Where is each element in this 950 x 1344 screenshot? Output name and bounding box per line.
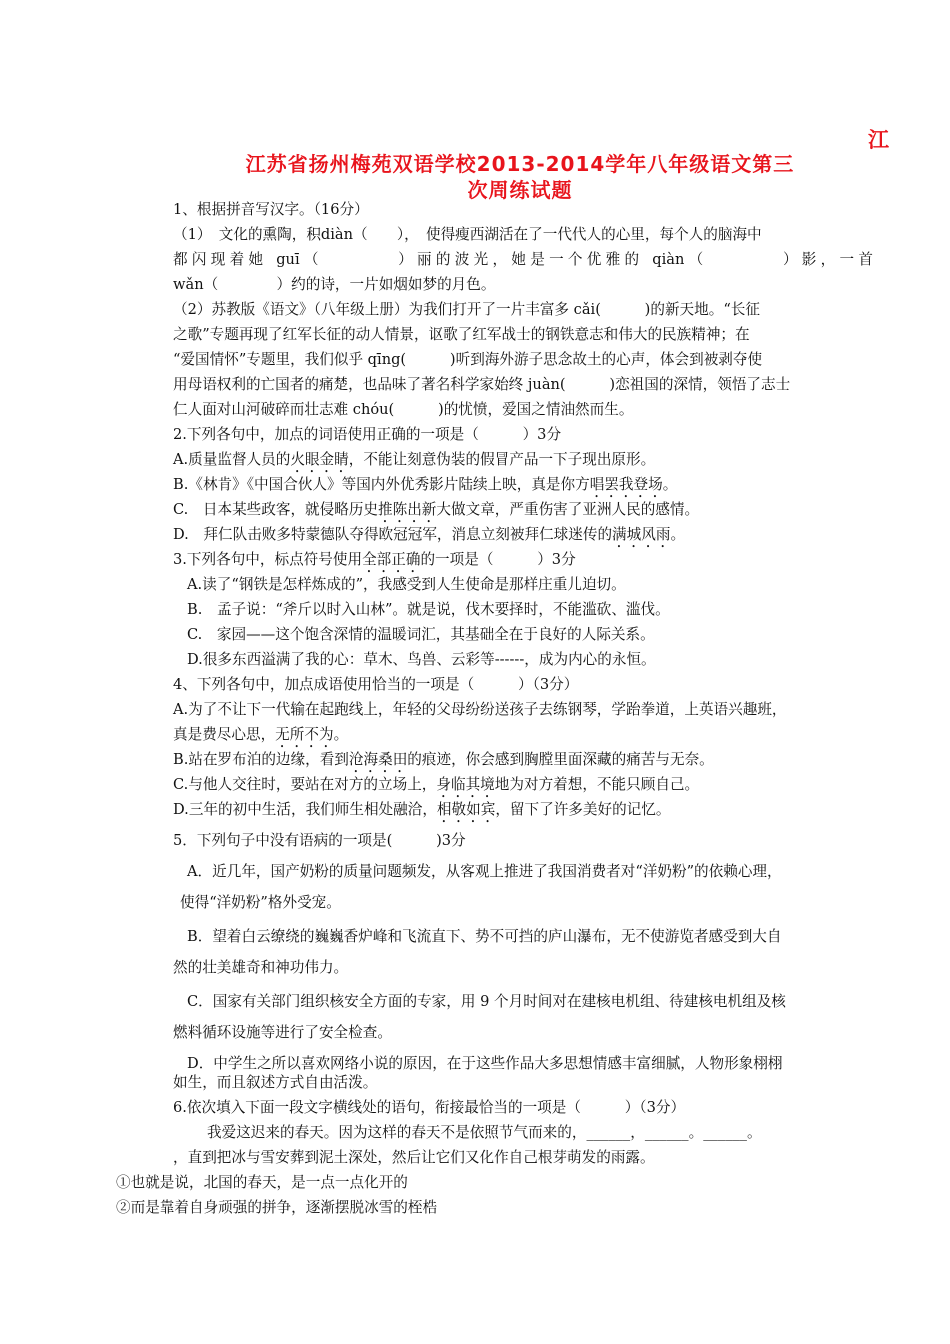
- q2-a-dotted-phrase: 火眼金睛: [290, 451, 349, 468]
- q6-option-1: ①也就是说，北国的春天，是一点一点化开的: [116, 1174, 408, 1191]
- q3-stem-dotted: 全部正确: [362, 551, 421, 568]
- q5-option-a-line2: 使得“洋奶粉”格外受宠。: [180, 894, 341, 911]
- q1-part2-line5: 仁人面对山河破碎而壮志难 chóu( )的忧愤，爱国之情油然而生。: [173, 401, 634, 418]
- q5-option-d-line2: 如生，而且叙述方式自由活泼。: [173, 1074, 378, 1091]
- q2-c-text-end: 大做文章，严重伤害了亚洲人民的感情。: [436, 501, 700, 518]
- q2-a-text: A.质量监督人员的: [173, 451, 291, 468]
- document-title-line-2: 次周练试题: [467, 178, 573, 202]
- q4-d-text: D.三年的初中生活，我们师生相处融洽，: [173, 801, 437, 818]
- q4-c-text: C.与他人交往时，要站在对方的立场上，: [173, 776, 437, 793]
- q2-stem: 2.下列各句中，加点的词语使用正确的一项是（ ）3分: [173, 426, 562, 443]
- q3-stem-text: 3.下列各句中，标点符号使用: [173, 551, 363, 568]
- q1-part2-line4: 用母语权利的亡国者的痛楚，也品味了著名科学家始终 juàn( )恋祖国的深情，领悟了志士: [173, 376, 791, 393]
- q4-a-dotted-idiom: 无所不为: [275, 726, 334, 743]
- q4-option-d: [173, 800, 670, 826]
- q4-option-b: [173, 750, 714, 776]
- q4-d-text-end: ，留下了许多美好的记忆。: [495, 801, 671, 818]
- q4-b-text-end: 的痕迹，你会感到胸膛里面深藏的痛苦与无奈。: [407, 751, 714, 768]
- q6-option-2: ②而是靠着自身顽强的拼争，逐渐摆脱冰雪的桎梏: [116, 1199, 438, 1216]
- q3-option-d: D.很多东西溢满了我的心：草木、鸟兽、云彩等------，成为内心的永恒。: [187, 651, 656, 668]
- document-title-line-1: 江苏省扬州梅苑双语学校2013-2014学年八年级语文第三: [245, 152, 795, 176]
- q2-c-dotted-phrase: 推陈出新: [378, 501, 437, 518]
- q1-part2-line2: 之歌”专题再现了红军长征的动人情景，讴歌了红军战士的钢铁意志和伟大的民族精神；在: [173, 326, 750, 343]
- q2-d-text: D. 拜仁队击败多特蒙德队夺得欧冠冠军，消息立刻被拜仁球迷传的: [173, 526, 613, 543]
- q2-b-text-end: 。: [662, 476, 678, 493]
- q5-option-d-line1: D．中学生之所以喜欢网络小说的原因，在于这些作品大多思想情感丰富细腻，人物形象栩栩: [187, 1055, 783, 1072]
- q2-option-b: [173, 475, 677, 501]
- q1-part1-line2: 都闪现着她 guī（ ）丽的波光，她是一个优雅的 qiàn（ ）影，一首: [173, 251, 873, 268]
- q2-d-text-end: 。: [670, 526, 686, 543]
- q2-b-text: B.《林肯》《中国合伙人》等国内外优秀影片陆续上映，真是你方: [173, 476, 590, 493]
- q4-option-c: [173, 775, 699, 801]
- q4-d-dotted-idiom: 相敬如宾: [436, 801, 496, 818]
- q3-stem: [173, 550, 576, 576]
- q2-option-a: [173, 450, 655, 476]
- q1-part2-line3: “爱国情怀”专题里，我们似乎 qīng( )听到海外游子思念故土的心声，体会到被剥夺使: [173, 351, 763, 368]
- q4-b-dotted-idiom: 沧海桑田: [348, 751, 408, 768]
- q4-c-text-end: 地为对方着想，不能只顾自己。: [494, 776, 700, 793]
- q2-option-c: [173, 500, 699, 526]
- q4-option-a-line2: [173, 725, 348, 751]
- q5-option-a-line1: A．近几年，国产奶粉的质量问题频发，从客观上推进了我国消费者对“洋奶粉”的依赖心理，: [187, 863, 782, 880]
- q3-stem-text-end: 的一项是（ ）3分: [420, 551, 576, 568]
- q3-option-b: B. 孟子说：“斧斤以时入山林”。就是说，伐木要择时，不能滥砍、滥伐。: [187, 601, 670, 618]
- q4-c-dotted-idiom: 身临其境: [436, 776, 495, 793]
- q4-option-a-line1: A.为了不让下一代输在起跑线上，年轻的父母纷纷送孩子去练钢琴，学跆拳道，上英语兴趣班，: [173, 701, 787, 718]
- q4-stem: 4、下列各句中，加点成语使用恰当的一项是（ ）（3分）: [173, 676, 579, 693]
- q4-a-text: 真是费尽心思，: [173, 726, 276, 743]
- q1-part1-line1: （1） 文化的熏陶，积diàn（ ）， 使得瘦西湖活在了一代代人的心里，每个人的脑海中: [173, 226, 762, 243]
- corner-character: 江: [868, 128, 889, 152]
- q4-a-text-end: 。: [333, 726, 349, 743]
- q2-option-d: [173, 525, 685, 551]
- q6-passage-line1: 我爱这迟来的春天。因为这样的春天不是依照节气而来的，______，______。______。: [207, 1124, 762, 1141]
- q6-stem: 6.依次填入下面一段文字横线处的语句，衔接最恰当的一项是（ ）（3分）: [173, 1099, 686, 1116]
- q2-d-dotted-phrase: 满城风雨: [612, 526, 671, 543]
- q3-option-a: A.读了“钢铁是怎样炼成的”，我感受到人生使命是那样庄重儿迫切。: [187, 576, 626, 593]
- q5-option-b-line1: B．望着白云缭绕的巍巍香炉峰和飞流直下、势不可挡的庐山瀑布，无不使游览者感受到大自: [187, 928, 782, 945]
- q6-passage-line2: ，直到把冰与雪安葬到泥土深处，然后让它们又化作自己根芽萌发的雨露。: [173, 1149, 655, 1166]
- q5-option-c-line2: 燃料循环设施等进行了安全检查。: [173, 1024, 392, 1041]
- q5-stem: 5．下列句子中没有语病的一项是( )3分: [173, 832, 466, 849]
- q5-option-c-line1: C．国家有关部门组织核安全方面的专家，用 9 个月时间对在建核电机组、待建核电机组及核: [187, 993, 786, 1010]
- q3-option-c: C. 家园——这个饱含深情的温暖词汇，其基础全在于良好的人际关系。: [187, 626, 655, 643]
- q2-a-text-end: ，不能让刻意伪装的假冒产品一下子现出原形。: [348, 451, 656, 468]
- q5-option-b-line2: 然的壮美雄奇和神功伟力。: [173, 959, 349, 976]
- q2-b-dotted-phrase: 唱罢我登场: [589, 476, 663, 493]
- q1-stem: 1、根据拼音写汉字。（16分）: [173, 201, 369, 218]
- q4-b-text: B.站在罗布泊的边缘，看到: [173, 751, 349, 768]
- q2-c-text: C. 日本某些政客，就侵略历史: [173, 501, 379, 518]
- q1-part2-line1: （2）苏教版《语文》（八年级上册）为我们打开了一片丰富多 cǎi( )的新天地。“长征: [173, 301, 760, 318]
- q1-part1-line3: wǎn（ ）约的诗，一片如烟如梦的月色。: [173, 276, 496, 293]
